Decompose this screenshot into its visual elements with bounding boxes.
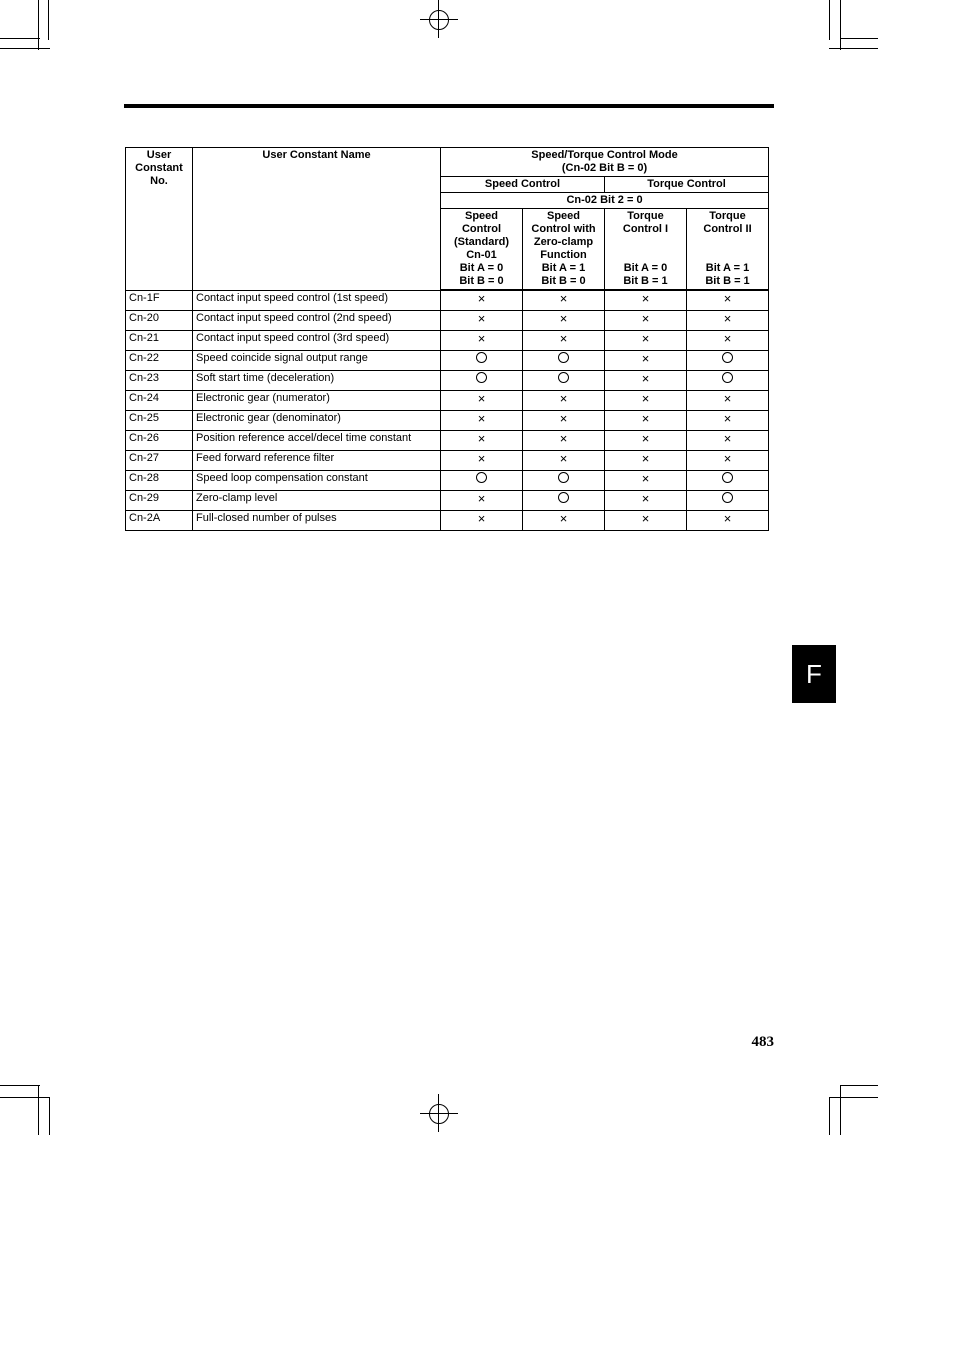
- user-constant-name: Speed coincide signal output range: [193, 350, 441, 370]
- mode-availability-cell: [523, 370, 605, 390]
- user-constant-no: Cn-24: [126, 390, 193, 410]
- not-available-mark-icon: ×: [477, 330, 486, 346]
- available-mark-icon: [476, 352, 487, 363]
- user-constant-no: Cn-28: [126, 470, 193, 490]
- mode-availability-cell: [687, 470, 769, 490]
- mode-availability-cell: [687, 490, 769, 510]
- mode-availability-cell: [687, 290, 769, 310]
- not-available-mark-icon: ×: [641, 470, 650, 486]
- header-rule: [124, 104, 774, 108]
- available-mark-icon: [722, 372, 733, 383]
- user-constant-name: Soft start time (deceleration): [193, 370, 441, 390]
- table-row: [126, 450, 769, 470]
- mode-availability-cell: [605, 510, 687, 530]
- not-available-mark-icon: ×: [723, 410, 732, 426]
- not-available-mark-icon: ×: [477, 490, 486, 506]
- not-available-mark-icon: ×: [723, 310, 732, 326]
- mode-availability-cell: [441, 490, 523, 510]
- user-constant-name: Full-closed number of pulses: [193, 510, 441, 530]
- available-mark-icon: [558, 352, 569, 363]
- mode-availability-cell: [523, 290, 605, 310]
- not-available-mark-icon: ×: [641, 510, 650, 526]
- user-constant-name: Electronic gear (denominator): [193, 410, 441, 430]
- available-mark-icon: [558, 372, 569, 383]
- mode-availability-cell: [687, 390, 769, 410]
- available-mark-icon: [558, 492, 569, 503]
- table-row: [126, 350, 769, 370]
- mode-availability-cell: [605, 430, 687, 450]
- user-constant-no: Cn-26: [126, 430, 193, 450]
- not-available-mark-icon: ×: [723, 510, 732, 526]
- table-row: [126, 290, 769, 310]
- mode-availability-cell: [605, 310, 687, 330]
- table-row: [126, 330, 769, 350]
- section-tab: [792, 645, 836, 703]
- table-row: [126, 430, 769, 450]
- available-mark-icon: [476, 472, 487, 483]
- header-control-mode: Speed/Torque Control Mode (Cn-02 Bit B = 0): [441, 148, 769, 177]
- mode-availability-cell: [441, 390, 523, 410]
- mode-availability-cell: [605, 390, 687, 410]
- user-constant-name: Contact input speed control (1st speed): [193, 290, 441, 310]
- table-body: [126, 290, 769, 530]
- not-available-mark-icon: ×: [559, 330, 568, 346]
- not-available-mark-icon: ×: [723, 291, 732, 306]
- not-available-mark-icon: ×: [723, 330, 732, 346]
- not-available-mark-icon: ×: [559, 310, 568, 326]
- not-available-mark-icon: ×: [477, 291, 486, 306]
- section-tab-label: F: [806, 658, 822, 689]
- mode-availability-cell: [687, 430, 769, 450]
- mode-availability-cell: [687, 450, 769, 470]
- mode-availability-cell: [523, 430, 605, 450]
- user-constant-name: Position reference accel/decel time constant: [193, 430, 441, 450]
- mode-availability-cell: [687, 310, 769, 330]
- mode-availability-cell: [605, 470, 687, 490]
- not-available-mark-icon: ×: [477, 310, 486, 326]
- not-available-mark-icon: ×: [477, 390, 486, 406]
- mode-availability-cell: [687, 510, 769, 530]
- user-constant-name: Electronic gear (numerator): [193, 390, 441, 410]
- user-constant-no: Cn-21: [126, 330, 193, 350]
- mode-availability-cell: [441, 330, 523, 350]
- mode-availability-cell: [441, 310, 523, 330]
- header-speed-control: Speed Control: [441, 177, 605, 193]
- mode-availability-cell: [523, 450, 605, 470]
- mode-availability-cell: [605, 370, 687, 390]
- user-constant-name: Contact input speed control (3rd speed): [193, 330, 441, 350]
- not-available-mark-icon: ×: [477, 450, 486, 466]
- available-mark-icon: [722, 472, 733, 483]
- mode-availability-cell: [441, 450, 523, 470]
- user-constant-no: Cn-22: [126, 350, 193, 370]
- available-mark-icon: [722, 492, 733, 503]
- page-number: 483: [751, 1034, 774, 1050]
- available-mark-icon: [476, 372, 487, 383]
- mode-availability-cell: [605, 290, 687, 310]
- table-row: [126, 510, 769, 530]
- not-available-mark-icon: ×: [477, 430, 486, 446]
- table-row: [126, 310, 769, 330]
- not-available-mark-icon: ×: [641, 450, 650, 466]
- not-available-mark-icon: ×: [641, 291, 650, 306]
- not-available-mark-icon: ×: [559, 510, 568, 526]
- user-constant-name: Contact input speed control (2nd speed): [193, 310, 441, 330]
- not-available-mark-icon: ×: [641, 410, 650, 426]
- mode-availability-cell: [687, 370, 769, 390]
- not-available-mark-icon: ×: [559, 430, 568, 446]
- mode-availability-cell: [523, 390, 605, 410]
- header-col-speed-zero-clamp: Speed Control with Zero-clamp Function Bit A = 1 Bit B = 0: [523, 209, 605, 291]
- mode-availability-cell: [605, 450, 687, 470]
- not-available-mark-icon: ×: [559, 450, 568, 466]
- mode-availability-cell: [441, 370, 523, 390]
- mode-availability-cell: [441, 290, 523, 310]
- not-available-mark-icon: ×: [641, 330, 650, 346]
- header-col-speed-standard: Speed Control (Standard) Cn-01 Bit A = 0 Bit B = 0: [441, 209, 523, 291]
- mode-availability-cell: [523, 470, 605, 490]
- header-col-torque-2: Torque Control II Bit A = 1 Bit B = 1: [687, 209, 769, 291]
- user-constant-table: [125, 147, 769, 531]
- user-constant-name: Zero-clamp level: [193, 490, 441, 510]
- not-available-mark-icon: ×: [641, 350, 650, 366]
- table-row: [126, 370, 769, 390]
- header-user-constant-name: User Constant Name: [193, 148, 441, 291]
- header-col-torque-1: Torque Control I Bit A = 0 Bit B = 1: [605, 209, 687, 291]
- header-torque-control: Torque Control: [605, 177, 769, 193]
- not-available-mark-icon: ×: [559, 410, 568, 426]
- available-mark-icon: [558, 472, 569, 483]
- mode-availability-cell: [687, 330, 769, 350]
- table-row: [126, 490, 769, 510]
- mode-availability-cell: [605, 350, 687, 370]
- mode-availability-cell: [523, 310, 605, 330]
- not-available-mark-icon: ×: [641, 310, 650, 326]
- available-mark-icon: [722, 352, 733, 363]
- mode-availability-cell: [523, 490, 605, 510]
- user-constant-no: Cn-23: [126, 370, 193, 390]
- not-available-mark-icon: ×: [641, 430, 650, 446]
- user-constant-name: Speed loop compensation constant: [193, 470, 441, 490]
- table-row: [126, 410, 769, 430]
- not-available-mark-icon: ×: [723, 450, 732, 466]
- not-available-mark-icon: ×: [559, 291, 568, 306]
- not-available-mark-icon: ×: [723, 430, 732, 446]
- mode-availability-cell: [441, 470, 523, 490]
- not-available-mark-icon: ×: [477, 410, 486, 426]
- not-available-mark-icon: ×: [723, 390, 732, 406]
- mode-availability-cell: [687, 350, 769, 370]
- mode-availability-cell: [687, 410, 769, 430]
- table-row: [126, 390, 769, 410]
- table-row: [126, 470, 769, 490]
- header-user-constant-no: User Constant No.: [126, 148, 193, 291]
- not-available-mark-icon: ×: [477, 510, 486, 526]
- user-constant-no: Cn-29: [126, 490, 193, 510]
- not-available-mark-icon: ×: [641, 370, 650, 386]
- mode-availability-cell: [441, 350, 523, 370]
- mode-availability-cell: [605, 330, 687, 350]
- mode-availability-cell: [523, 350, 605, 370]
- user-constant-no: Cn-1F: [126, 290, 193, 310]
- user-constant-no: Cn-25: [126, 410, 193, 430]
- user-constant-no: Cn-20: [126, 310, 193, 330]
- mode-availability-cell: [441, 430, 523, 450]
- mode-availability-cell: [441, 510, 523, 530]
- not-available-mark-icon: ×: [641, 390, 650, 406]
- mode-availability-cell: [523, 330, 605, 350]
- mode-availability-cell: [523, 510, 605, 530]
- mode-availability-cell: [523, 410, 605, 430]
- not-available-mark-icon: ×: [641, 490, 650, 506]
- header-bit2: Cn-02 Bit 2 = 0: [441, 193, 769, 209]
- mode-availability-cell: [605, 410, 687, 430]
- mode-availability-cell: [441, 410, 523, 430]
- not-available-mark-icon: ×: [559, 390, 568, 406]
- user-constant-no: Cn-27: [126, 450, 193, 470]
- user-constant-no: Cn-2A: [126, 510, 193, 530]
- mode-availability-cell: [605, 490, 687, 510]
- user-constant-name: Feed forward reference filter: [193, 450, 441, 470]
